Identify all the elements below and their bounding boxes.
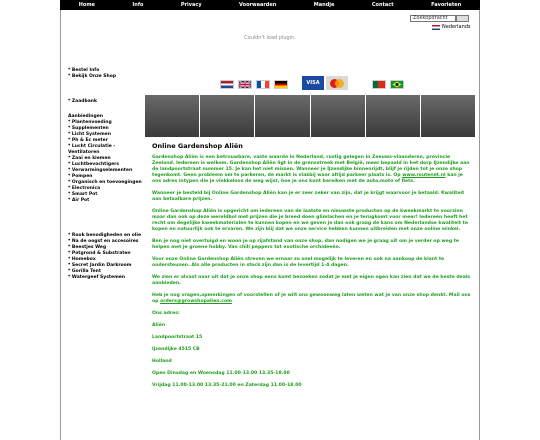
language-selector[interactable] xyxy=(432,24,471,30)
shop-photo xyxy=(311,95,365,137)
extra-flags xyxy=(372,80,404,89)
category-luchtbevochtigers[interactable]: * Luchtbevochtigers xyxy=(68,162,120,167)
routenet-link[interactable]: www.routenet.nl xyxy=(402,173,446,178)
shop-photo xyxy=(421,95,475,137)
top-navigation xyxy=(60,0,480,10)
nav-privacy[interactable]: Privacy xyxy=(180,2,202,8)
opening-hours: Vrijdag 11.00-13.00 13.35-21.00 en Zaterdag 11.00-18.00 xyxy=(152,383,302,388)
category-organisch[interactable]: * Organisch en toevoegingen xyxy=(68,180,142,185)
opening-hours: Open Dinsdag en Woensdag 11.00-13.00 13.35-18.00 xyxy=(152,371,290,376)
info-links xyxy=(68,68,116,80)
plugin-error-message: Couldn't load plugin. xyxy=(244,35,296,41)
shop-photo xyxy=(200,95,254,137)
french-flag-icon[interactable] xyxy=(256,80,270,89)
mastercard-logo-icon xyxy=(326,76,348,90)
category-aanbiedingen[interactable]: Aanbiedingen xyxy=(68,114,103,119)
language-flags xyxy=(220,80,288,89)
link-bestel-info[interactable]: * Bestel Info xyxy=(68,68,100,73)
nav-favorieten[interactable]: Favorieten xyxy=(431,2,462,8)
deals-paragraph: We zien er alvast naar uit dat je onze shop eens komt bezoeken zodat je met je eigen ogen kan zien dat we de beste deals aanbieden. xyxy=(152,275,471,286)
shop-photo-banner xyxy=(145,95,475,137)
category-plantenvoeding[interactable]: * Plantenvoeding xyxy=(68,120,112,125)
search-input[interactable]: Zoekopdracht xyxy=(410,15,456,22)
category-supplementen[interactable]: * Supplementen xyxy=(68,126,109,131)
about-paragraph: Online Gardenshop Aliën is opgericht om iedereen van de laatste en nieuwste producten op de kweekmarkt te voorzien maar dan ook op deze wereldbol met prijzen die je breed doen glimlachen en je terugkomt voor meer! Iedereen heeft het recht om degelijke kweekmaterialen te kunnen kopen en we geven je dan ook graag de kans om Nederlandse kwaliteit te kopen en natuurlijk ook te ervaren. We zijn blij dat we onze service hebben kunnen uitbreiden met onze online winkel. xyxy=(152,209,468,232)
category-homebox[interactable]: * Homebox xyxy=(68,257,96,262)
uk-flag-icon[interactable] xyxy=(238,80,252,89)
visit-paragraph: Ben je nog niet overtuigd en woon je op rijafstand van onze shop, dan nodigen we je graag uit om je verder op weg te helpen met je groene hobby. Van chili peppers tot exotische orchideeën. xyxy=(152,239,460,250)
intro-text: Gardenshop Aliën is een betrouwbare, vaste waarde in Nederland, rustig gelegen in Zeeuws-vlaanderen, provincie Zeeland. Iedereen is welkom. Gardenshop Aliën ligt in de grensstreek met België, meer bepaald in het dorp IJzendijke aan de landpoortstraat nummer 15. Je kan het niet missen. Wanneer je IJzendijke binnenrijdt, blijf je rijden tot je onze shop tegenkomt. Geen probleem om te parkeren, de markt is vlakbij waar altijd parkeer plaats is. Op xyxy=(152,155,470,178)
zaadbank-link[interactable]: * Zaadbank xyxy=(68,99,97,104)
category-potgrond[interactable]: * Potgrond & Substraten xyxy=(68,251,131,256)
category-zaai-kiemen[interactable]: * Zaai en kiemen xyxy=(68,156,111,161)
category-electronica[interactable]: * Electronica xyxy=(68,186,101,191)
category-list xyxy=(68,114,142,204)
address-line: Ons adres: xyxy=(152,311,180,316)
address-line: Ijzendijke 4515 CB xyxy=(152,347,200,352)
nav-info[interactable]: Info xyxy=(132,2,144,8)
shop-photo xyxy=(366,95,420,137)
email-link[interactable]: orders@growshopalien.com xyxy=(160,299,232,304)
contact-paragraph xyxy=(152,293,472,305)
brazilian-flag-icon[interactable] xyxy=(390,80,404,89)
nav-voorwaarden[interactable]: Voorwaarden xyxy=(239,2,277,8)
intro-paragraph xyxy=(152,155,472,185)
shop-photo xyxy=(145,95,199,137)
address-line: Holland xyxy=(152,359,172,364)
nav-home[interactable]: Home xyxy=(78,2,95,8)
intro-tail: kan je ons adres intypen die je vlekkeloos de weg wijst, hoe je ons kunt bereiken met de auto,moto of fiets. xyxy=(152,173,463,184)
contact-text: Heb je nog vragen,opmerkingen of voorstellen of je wilt ons gewoonweg laten weten wat je van onze shop denkt. Mail ons op xyxy=(152,293,471,304)
visa-logo-icon: VISA xyxy=(302,76,324,90)
category-lucht-circulatie[interactable]: * Lucht Circulatie - Ventilatoren xyxy=(68,144,116,155)
category-list-2 xyxy=(68,233,141,281)
shop-photo xyxy=(255,95,309,137)
category-ph-ec-meter[interactable]: * Ph & Ec meter xyxy=(68,138,108,143)
netherlands-flag-icon xyxy=(432,25,440,30)
nav-contact[interactable]: Contact xyxy=(371,2,394,8)
quality-paragraph: Wanneer je besteld bij Online Gardenshop Aliën kan je er zeer zeker van zijn, dat je krijgt waarvoor je betaald. Kwaliteit aan betaalbare prijzen. xyxy=(152,191,465,202)
link-bekijk-onze-shop[interactable]: * Bekijk Onze Shop xyxy=(68,74,117,79)
category-secret-jardin[interactable]: * Secret Jardin Darkroom xyxy=(68,263,132,268)
search-button[interactable] xyxy=(456,15,469,22)
category-rook[interactable]: * Rook benodigheden en olie xyxy=(68,233,142,238)
category-air-pot[interactable]: * Air Pot xyxy=(68,198,90,203)
portuguese-flag-icon[interactable] xyxy=(372,80,386,89)
language-label: Nederlands xyxy=(442,24,471,30)
category-verwarmingselementen[interactable]: * Verwarmingselementen xyxy=(68,168,133,173)
page-title: Online Gardenshop Aliën xyxy=(152,142,243,150)
category-pompen[interactable]: * Pompen xyxy=(68,174,93,179)
category-licht-systemen[interactable]: * Licht Systemen xyxy=(68,132,111,137)
category-beestjes-weg[interactable]: * Beestjes Weg xyxy=(68,245,107,250)
main-content xyxy=(152,155,472,395)
delivery-paragraph: Voor onze Online Gardenshop Aliën streven we ernaar zo snel mogelijk te leveren en ook na aankoop de klant te ondersteunen. Als alle producten in stock zijn dan is de levertijd 1-4 dagen. xyxy=(152,257,445,268)
nav-mandje[interactable]: Mandje xyxy=(313,2,335,8)
category-na-de-oogst[interactable]: * Na de oogst en accesoires xyxy=(68,239,139,244)
dutch-flag-icon[interactable] xyxy=(220,80,234,89)
category-watergeef[interactable]: * Watergeef Systemen xyxy=(68,275,126,280)
category-smart-pot[interactable]: * Smart Pot xyxy=(68,192,98,197)
german-flag-icon[interactable] xyxy=(274,80,288,89)
address-line: Landpoortstraat 15 xyxy=(152,335,203,340)
category-gorilla-tent[interactable]: * Gorilla Tent xyxy=(68,269,102,274)
address-line: Aliën xyxy=(152,323,166,328)
